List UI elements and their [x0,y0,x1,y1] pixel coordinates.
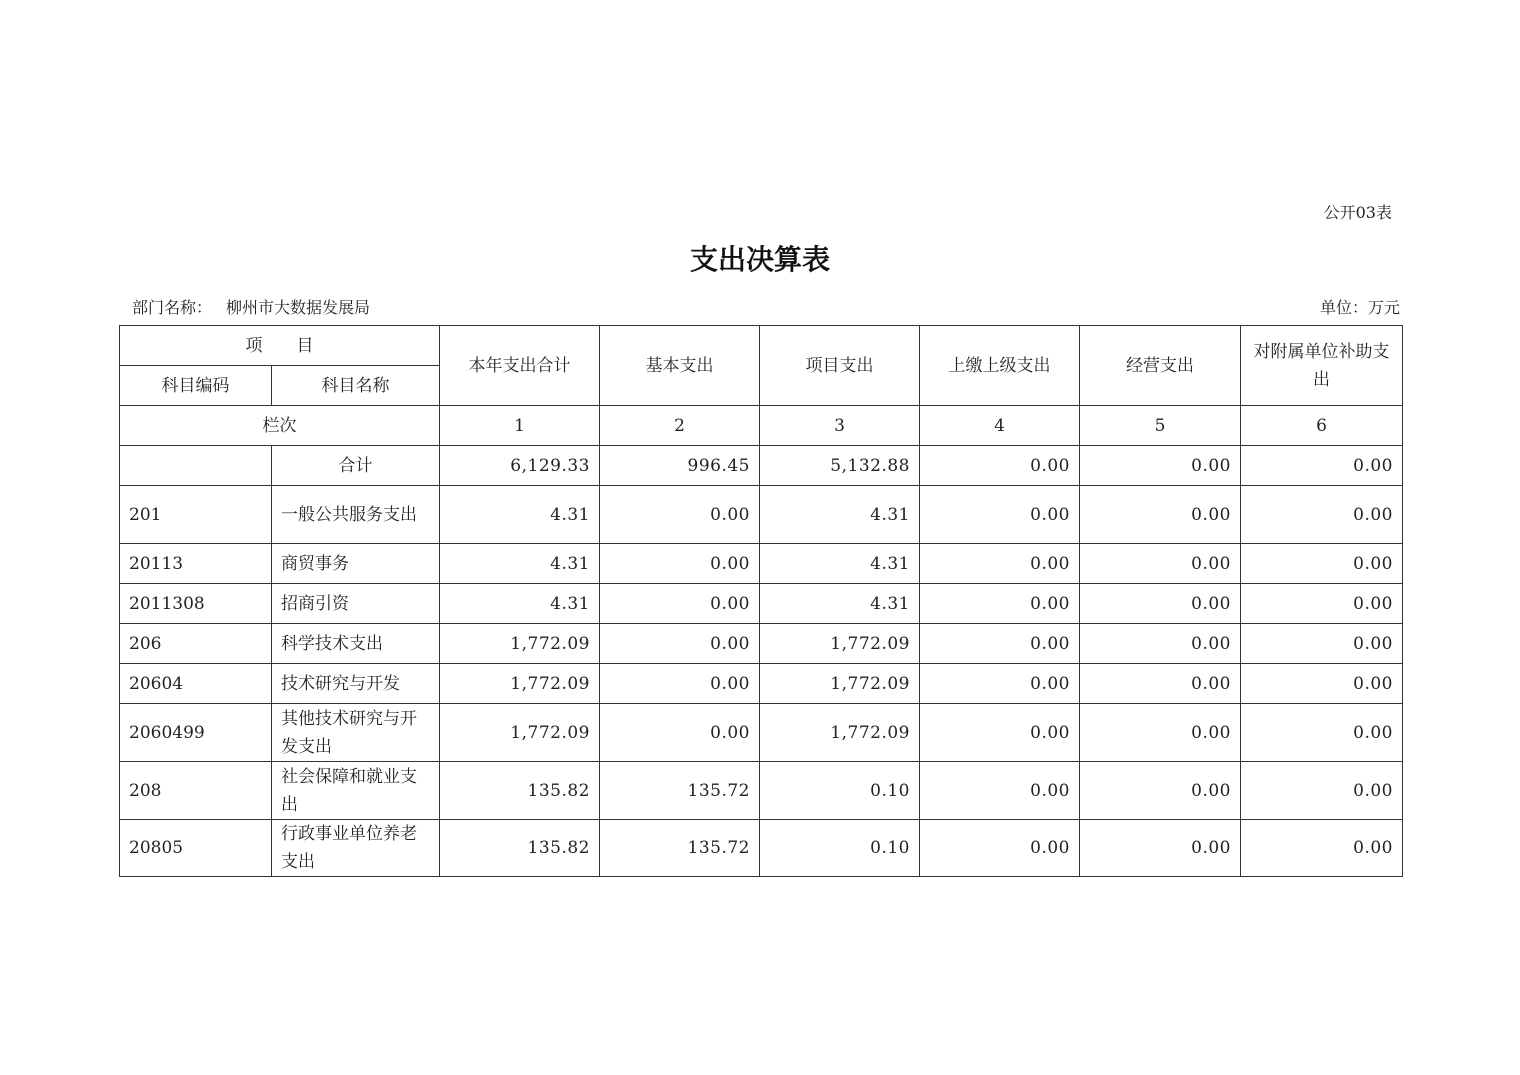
subject-code: 2011308 [120,584,272,624]
column-number: 1 [440,406,600,446]
amount-cell: 135.82 [440,762,600,820]
total-value: 5,132.88 [760,446,920,486]
amount-cell: 0.00 [600,704,760,762]
department-label: 部门名称： [132,298,213,317]
total-value: 6,129.33 [440,446,600,486]
subject-code: 20113 [120,544,272,584]
amount-cell: 1,772.09 [760,624,920,664]
amount-cell: 1,772.09 [440,624,600,664]
amount-cell: 0.00 [1241,664,1403,704]
column-number: 5 [1080,406,1241,446]
total-value: 0.00 [1241,446,1403,486]
amount-cell: 0.00 [1241,544,1403,584]
subject-code: 20604 [120,664,272,704]
table-row [120,820,1403,877]
amount-cell: 0.00 [920,762,1080,820]
amount-cell: 135.82 [440,820,600,877]
amount-cell: 0.00 [920,544,1080,584]
amount-cell: 0.00 [1080,820,1241,877]
amount-cell: 0.00 [600,486,760,544]
table-row [120,704,1403,762]
amount-cell: 0.00 [1241,584,1403,624]
column-number: 4 [920,406,1080,446]
subject-code: 20805 [120,820,272,877]
amount-cell: 0.00 [920,486,1080,544]
subject-code: 201 [120,486,272,544]
subject-name: 行政事业单位养老支出 [272,820,440,877]
unit-label: 单位：万元 [1319,298,1400,317]
subject-code: 206 [120,624,272,664]
department-name: 柳州市大数据发展局 [226,298,371,317]
amount-cell: 1,772.09 [440,704,600,762]
amount-cell: 0.00 [1080,704,1241,762]
total-value: 0.00 [920,446,1080,486]
amount-cell: 1,772.09 [760,704,920,762]
total-value: 996.45 [600,446,760,486]
table-row [120,486,1403,544]
amount-cell: 0.00 [1080,544,1241,584]
col-header-total: 本年支出合计 [440,326,600,406]
amount-cell: 0.00 [1080,584,1241,624]
subject-code: 2060499 [120,704,272,762]
amount-cell: 135.72 [600,762,760,820]
expenditure-table [119,325,1403,877]
page-title: 支出决算表 [689,243,830,276]
total-code-cell [120,446,272,486]
column-number: 3 [760,406,920,446]
col-header-subsidy: 对附属单位补助支出 [1241,326,1403,406]
col-header-project: 项目支出 [760,326,920,406]
total-value: 0.00 [1080,446,1241,486]
amount-cell: 4.31 [440,544,600,584]
amount-cell: 0.00 [920,584,1080,624]
department-line [132,295,370,318]
table-row [120,624,1403,664]
col-header-business: 经营支出 [1080,326,1241,406]
code-header: 科目编码 [120,366,272,406]
amount-cell: 0.00 [920,624,1080,664]
table-row [120,762,1403,820]
amount-cell: 0.10 [760,820,920,877]
column-number: 6 [1241,406,1403,446]
amount-cell: 4.31 [440,584,600,624]
amount-cell: 0.10 [760,762,920,820]
amount-cell: 0.00 [1241,486,1403,544]
amount-cell: 4.31 [760,544,920,584]
item-header: 项 目 [120,326,440,366]
subject-name: 商贸事务 [272,544,440,584]
column-index-row [120,406,1403,446]
subject-code: 208 [120,762,272,820]
amount-cell: 4.31 [760,584,920,624]
subject-name: 一般公共服务支出 [272,486,440,544]
amount-cell: 0.00 [1080,664,1241,704]
amount-cell: 4.31 [760,486,920,544]
subject-name: 科学技术支出 [272,624,440,664]
header-row-1 [120,326,1403,366]
amount-cell: 0.00 [920,820,1080,877]
amount-cell: 0.00 [600,624,760,664]
form-code: 公开03表 [1323,203,1392,222]
column-index-label: 栏次 [120,406,440,446]
amount-cell: 135.72 [600,820,760,877]
column-number: 2 [600,406,760,446]
col-header-remit: 上缴上级支出 [920,326,1080,406]
amount-cell: 0.00 [1080,624,1241,664]
table-row [120,664,1403,704]
amount-cell: 0.00 [1080,486,1241,544]
subject-name: 技术研究与开发 [272,664,440,704]
amount-cell: 1,772.09 [440,664,600,704]
total-row [120,446,1403,486]
subject-name: 招商引资 [272,584,440,624]
amount-cell: 0.00 [600,544,760,584]
amount-cell: 4.31 [440,486,600,544]
table-row [120,584,1403,624]
amount-cell: 0.00 [1241,762,1403,820]
amount-cell: 0.00 [920,704,1080,762]
amount-cell: 1,772.09 [760,664,920,704]
subject-name: 社会保障和就业支出 [272,762,440,820]
amount-cell: 0.00 [600,584,760,624]
amount-cell: 0.00 [1241,820,1403,877]
amount-cell: 0.00 [600,664,760,704]
name-header: 科目名称 [272,366,440,406]
subject-name: 其他技术研究与开发支出 [272,704,440,762]
total-label: 合计 [272,446,440,486]
col-header-basic: 基本支出 [600,326,760,406]
amount-cell: 0.00 [1241,624,1403,664]
amount-cell: 0.00 [920,664,1080,704]
amount-cell: 0.00 [1080,762,1241,820]
table-row [120,544,1403,584]
amount-cell: 0.00 [1241,704,1403,762]
